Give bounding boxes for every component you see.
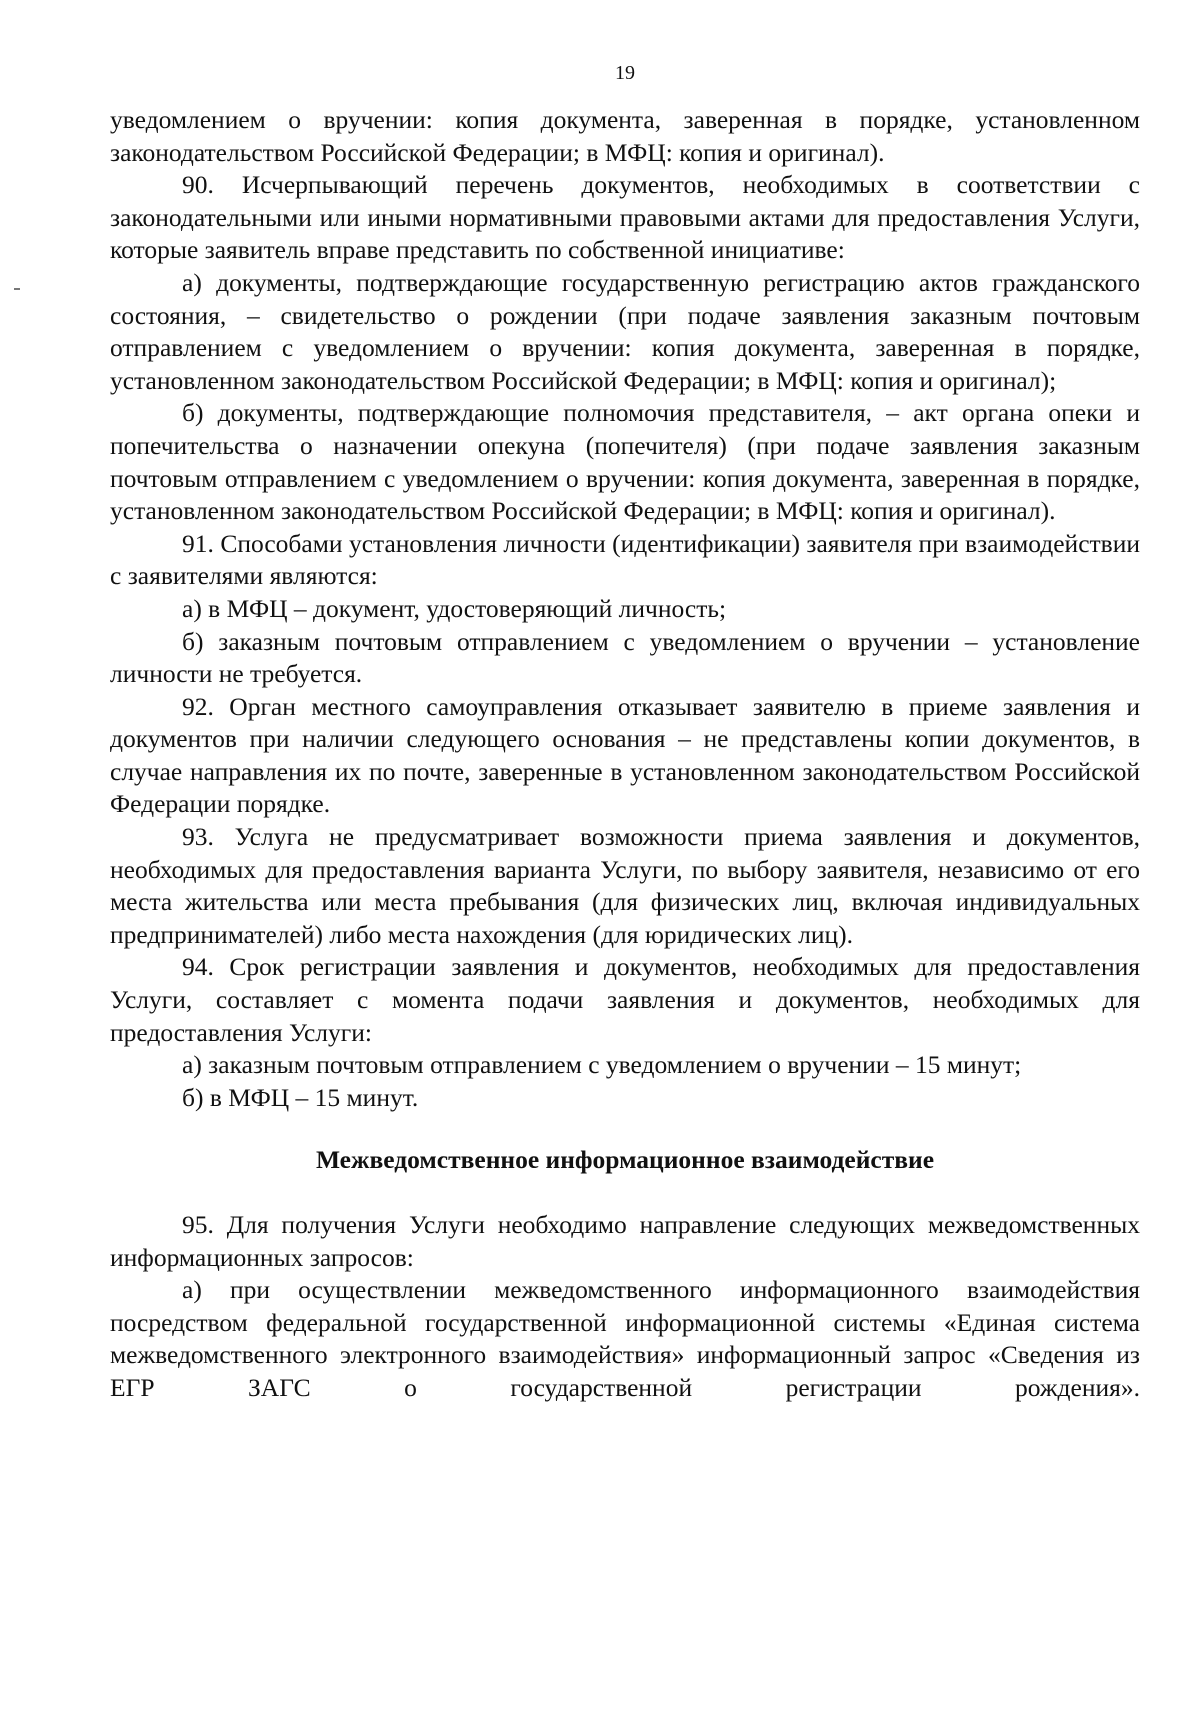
paragraph-95-a: а) при осуществлении межведомственного информационного взаимодействия посредством федеральной государственной информационной системы «Единая система межведомственного электронного взаимодействия» информационный запрос «Сведения из ЕГР ЗАГС о государственной регистрации рождения». bbox=[110, 1275, 1140, 1402]
paragraph-93: 93. Услуга не предусматривает возможности приема заявления и документов, необходимых для предоставления варианта Услуги, по выбору заявителя, независимо от его места жительства или места пребывания (для физических лиц, включая индивидуальных предпринимателей) либо места нахождения (для юридических лиц). bbox=[110, 822, 1140, 949]
paragraph-91: 91. Способами установления личности (идентификации) заявителя при взаимодействии с заявителями являются: bbox=[110, 528, 1140, 591]
paragraph-90-a: а) документы, подтверждающие государственную регистрацию актов гражданского состояния, – свидетельство о рождении (при подаче заявления заказным почтовым отправлением с уведомлением о вручении: копия документа, заверенная в порядке, установленном законодательством Российской Федерации; в МФЦ: копия и оригинал); bbox=[110, 267, 1140, 395]
paragraph-90: 90. Исчерпывающий перечень документов, необходимых в соответствии с законодательными или иными нормативными правовыми актами для предоставления Услуги, которые заявитель вправе представить по собственной инициативе: bbox=[110, 170, 1140, 265]
paragraph-continuation: уведомлением о вручении: копия документа, заверенная в порядке, установленном законодательством Российской Федерации; в МФЦ: копия и оригинал). bbox=[110, 105, 1140, 167]
paragraph-91-b: б) заказным почтовым отправлением с уведомлением о вручении – установление личности не требуется. bbox=[110, 626, 1140, 689]
paragraph-90-b: б) документы, подтверждающие полномочия представителя, – акт органа опеки и попечительства о назначении опекуна (попечителя) (при подаче заявления заказным почтовым отправлением с уведомлением о вручении: копия документа, заверенная в порядке, установленном законодательством Российской Федерации; в МФЦ: копия и оригинал). bbox=[110, 398, 1140, 526]
paragraph-92: 92. Орган местного самоуправления отказывает заявителю в приеме заявления и документов при наличии следующего основания – не представлены копии документов, в случае направления их по почте, заверенные в установленном законодательством Российской Федерации порядке. bbox=[110, 691, 1140, 819]
section-heading: Межведомственное информационное взаимодействие bbox=[315, 1145, 935, 1175]
page-number: 19 bbox=[615, 62, 635, 84]
scan-margin-mark bbox=[14, 288, 20, 290]
paragraph-94-b: б) в МФЦ – 15 минут. bbox=[182, 1082, 419, 1112]
document-body bbox=[110, 104, 1140, 1405]
paragraph-94: 94. Срок регистрации заявления и документов, необходимых для предоставления Услуги, составляет с момента подачи заявления и документов, необходимых для предоставления Услуги: bbox=[110, 952, 1140, 1047]
paragraph-95: 95. Для получения Услуги необходимо направление следующих межведомственных информационных запросов: bbox=[110, 1210, 1140, 1272]
paragraph-91-a: а) в МФЦ – документ, удостоверяющий личность; bbox=[182, 593, 727, 623]
paragraph-94-a: а) заказным почтовым отправлением с уведомлением о вручении – 15 минут; bbox=[182, 1050, 1022, 1080]
